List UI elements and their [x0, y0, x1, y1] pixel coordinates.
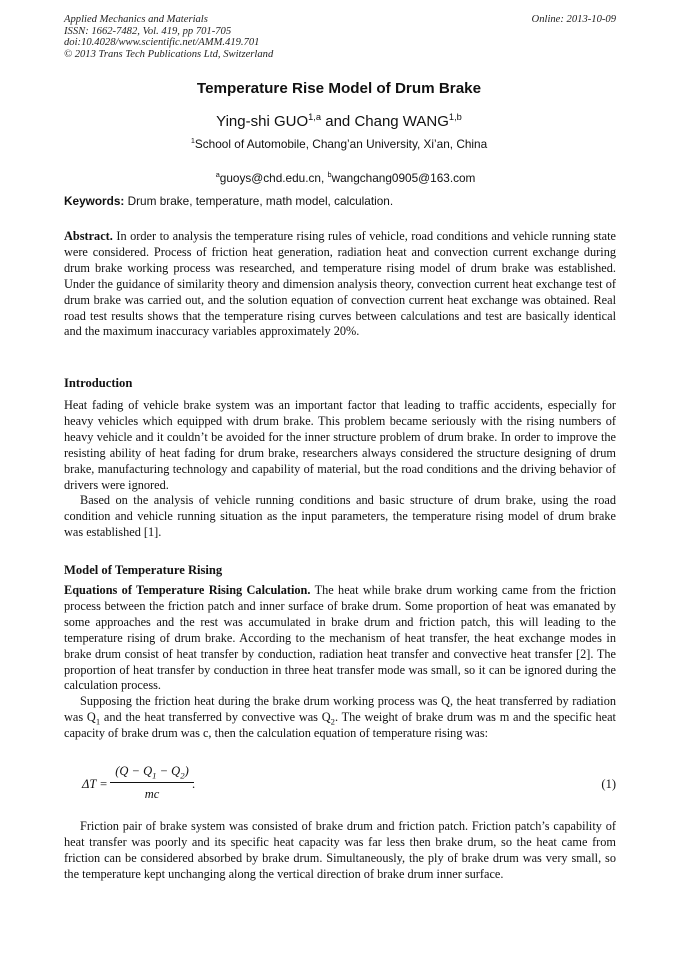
abstract-text: In order to analysis the temperature rising rules of vehicle, road conditions and vehicle running state were considered. Process of friction heat generation, radiation heat and convection current exchange during drum brake working process was researched, and temperature rising model of drum brake was established. Under the guidance of similarity theory and dimension analysis theory, convection current heat exchange test of drum brake was carried out, and the solution equation of convection current heat exchange was obtained. Real road test results shows that the temperature rising curves between calculations and test are basically identical and the maximum inaccuracy variables approximately 20%.	[64, 229, 616, 339]
keywords-label: Keywords:	[64, 194, 125, 208]
author-1-affil: 1,a	[308, 112, 322, 122]
author-1: Ying-shi GUO	[216, 113, 309, 130]
equation-numerator	[110, 764, 194, 783]
q1-subscript: 1	[95, 716, 101, 727]
equation-1	[64, 760, 616, 810]
email-b-marker: b	[327, 170, 332, 180]
affiliation-marker: 1	[190, 136, 195, 146]
model-p2-part-c: . The weight of brake drum was m and the specific heat capacity of brake drum was c, then the calculation equation of temperature rising was:	[64, 710, 616, 741]
equation-lhs: ΔT =	[82, 777, 108, 791]
online-date: Online: 2013-10-09	[531, 14, 616, 25]
email-a-marker: a	[215, 170, 220, 180]
model-body	[64, 583, 616, 742]
model-paragraph-3: Friction pair of brake system was consisted of brake drum and friction patch. Friction patch’s capability of heat transfer was poorly and its specific heat capacity was far less then brake drum, so the heat came from friction can be considered absorbed by brake drum. Simultaneously, the ply of brake drum was very small, so the temperature kept unchanging along the vertical direction of brake drum inner surface.	[64, 819, 616, 881]
author-2-affil: 1,b	[448, 112, 462, 122]
model-p2-part-b: and the heat transferred by convective was Q	[100, 710, 331, 725]
model-subsection-label: Equations of Temperature Rising Calculation.	[64, 583, 311, 597]
model-paragraph-2	[64, 694, 616, 742]
author-emails	[64, 157, 614, 199]
affiliation-text: School of Automobile, Chang’an University, Xi’an, China	[194, 137, 488, 151]
journal-header	[64, 14, 616, 60]
equation-period: .	[192, 777, 196, 791]
model-paragraph-1: The heat while brake drum working came from the friction process between the friction patch and inner surface of brake drum. Some proportion of heat was emanated by some approaches and the rest was accumulated in brake drum and friction patch, this will leading to the temperature rising of drum brake. According to the mechanism of heat transfer, the heat exchange modes in brake drum consist of heat transfer by conduction, radiation heat transfer and convective heat transfer [2]. The proportion of heat transfer by conduction in three heat transfer mode was small, so it can be ignored during the calculation process.	[64, 583, 616, 693]
model-body-continued	[64, 819, 616, 883]
doi-line: doi:10.4028/www.scientific.net/AMM.419.701	[64, 37, 260, 49]
numerator-sub-2: 2	[180, 770, 185, 781]
intro-paragraph-1: Heat fading of vehicle brake system was an important factor that leading to traffic accidents, especially for heavy vehicles which equipped with drum brake. This problem became seriously with the rising numbers of heavy vehicle and it couldn’t be avoided for the inner structure problem of drum brake. In order to improve the resisting ability of heat fading for drum brake, researchers always considered the structure designing of drum brake, manufacturing technology and capability of material, but the road conditions and the driving behavior of drivers were ignored.	[64, 398, 616, 492]
abstract-label: Abstract.	[64, 229, 113, 243]
q2-subscript: 2	[330, 716, 335, 727]
keywords	[64, 194, 616, 208]
equation-fraction	[110, 764, 194, 802]
affiliation	[64, 137, 614, 151]
author-conjunction: and	[321, 113, 355, 130]
intro-paragraph-2: Based on the analysis of vehicle running conditions and basic structure of drum brake, using the road condition and vehicle running situation as the input parameters, the temperature rising model of drum brake was established [1].	[64, 493, 616, 540]
equation-denominator: mc	[144, 787, 160, 801]
author-line	[64, 113, 614, 130]
model-p2-part-a: Supposing the friction heat during the brake drum working process was Q, the heat transferred by radiation was Q	[64, 694, 616, 725]
keywords-text: Drum brake, temperature, math model, calculation.	[124, 194, 394, 208]
introduction-heading: Introduction	[64, 376, 133, 390]
paper-title: Temperature Rise Model of Drum Brake	[196, 80, 482, 97]
email-b: wangchang0905@163.com	[331, 171, 476, 185]
numerator-sub-1: 1	[152, 770, 157, 781]
abstract	[64, 229, 616, 340]
numerator-part-b: − Q	[156, 764, 181, 778]
issn-line: ISSN: 1662-7482, Vol. 419, pp 701-705	[64, 25, 232, 37]
introduction-body	[64, 398, 616, 541]
copyright-line: © 2013 Trans Tech Publications Ltd, Switzerland	[64, 48, 274, 60]
journal-name: Applied Mechanics and Materials	[64, 14, 208, 25]
equation-number: (1)	[601, 777, 616, 791]
email-a: guoys@chd.edu.cn,	[219, 171, 328, 185]
model-heading: Model of Temperature Rising	[64, 563, 223, 577]
author-2: Chang WANG	[354, 113, 449, 130]
numerator-part-a: (Q − Q	[115, 764, 153, 778]
numerator-part-c: )	[184, 764, 189, 778]
